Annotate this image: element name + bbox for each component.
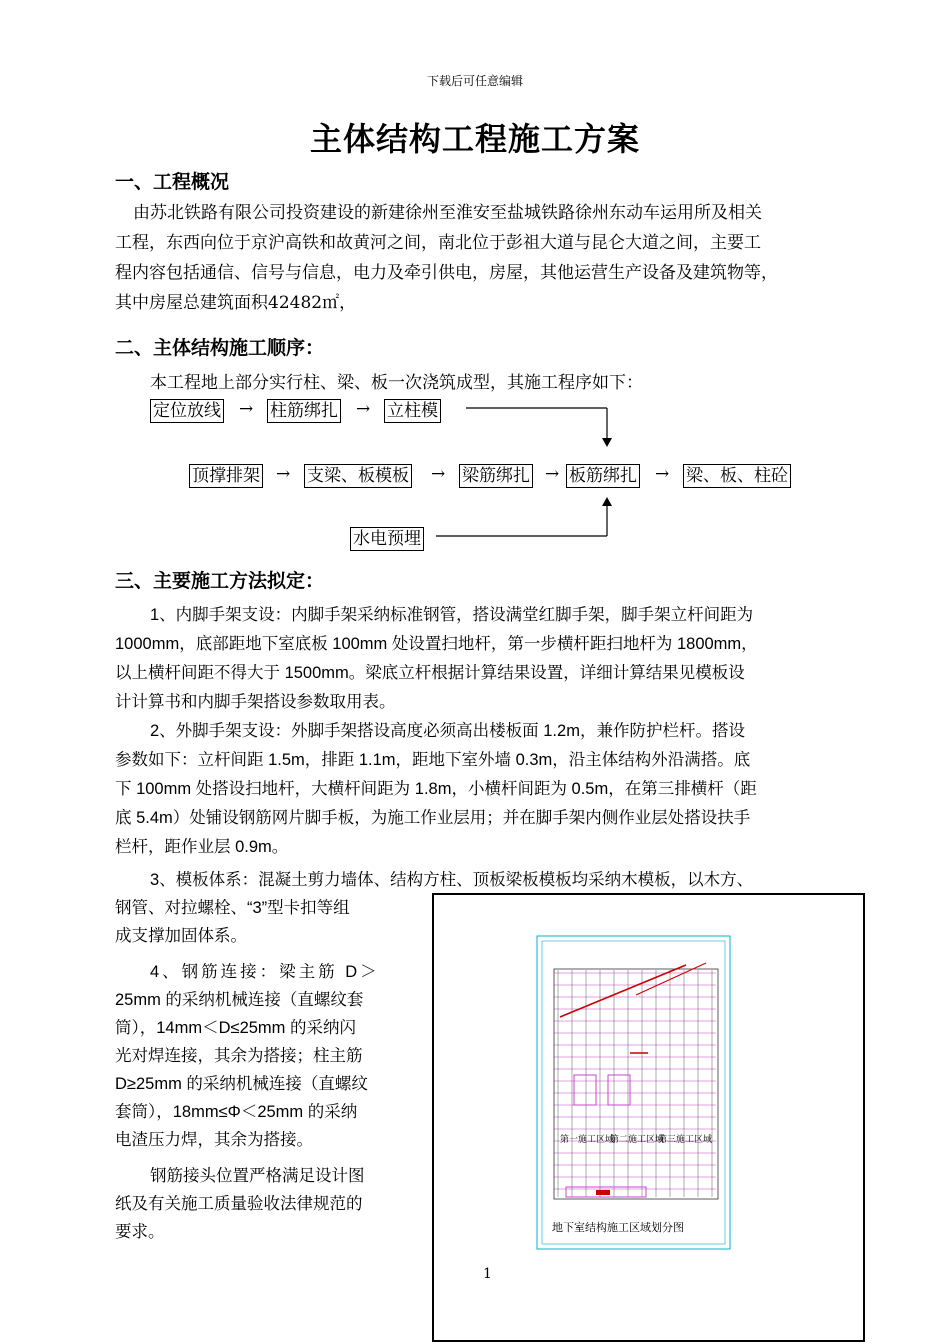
flow-step-slab-rebar: 板筋绑扎 <box>566 464 640 488</box>
text-line: 套筒），18mm≤Φ＜25mm 的采纳 <box>115 1103 358 1121</box>
document-title: 主体结构工程施工方案 <box>309 120 640 158</box>
section1-heading: 一、工程概况 <box>115 171 230 193</box>
section2-intro: 本工程地上部分实行柱、梁、板一次浇筑成型，其施工程序如下： <box>150 373 643 393</box>
text-line: 电渣压力焊，其余为搭接。 <box>115 1131 313 1149</box>
text-line: 4、钢筋连接：梁主筋 D＞ <box>150 963 380 981</box>
flow-arrow-icon: → <box>655 464 670 484</box>
text-line: 要求。 <box>115 1223 165 1241</box>
flow-step-positioning: 定位放线 <box>150 399 224 423</box>
text-line: 栏杆，距作业层 0.9m。 <box>115 838 289 856</box>
flow-arrow-icon: → <box>356 399 371 419</box>
text-line: 钢管、对拉螺栓、“3”型卡扣等组 <box>115 899 350 917</box>
flow-step-beam-rebar: 梁筋绑扎 <box>459 464 533 488</box>
zone-label-3: 第三施工区域 <box>658 1135 713 1145</box>
text-line: 底 5.4m）处铺设钢筋网片脚手板，为施工作业层用；并在脚手架内侧作业层处搭设扶手 <box>115 809 751 827</box>
basement-construction-zone-drawing <box>536 935 731 1250</box>
text-line: D≥25mm 的采纳机械连接（直螺纹 <box>115 1075 368 1093</box>
section1-line: 工程，东西向位于京沪高铁和故黄河之间，南北位于彭祖大道与昆仑大道之间，主要工 <box>115 233 761 253</box>
flow-step-concrete-pour: 梁、板、柱砼 <box>683 464 791 488</box>
text-line: 计计算书和内脚手架搭设参数取用表。 <box>115 693 396 711</box>
text-line: 钢筋接头位置严格满足设计图 <box>150 1167 365 1185</box>
text-line: 25mm 的采纳机械连接（直螺纹套 <box>115 991 364 1009</box>
section2-heading: 二、主体结构施工顺序： <box>115 337 325 359</box>
text-line: 2、外脚手架支设：外脚手架搭设高度必须高出楼板面 1.2m，兼作防护栏杆。搭设 <box>150 722 745 740</box>
section1-line: 程内容包括通信、信号与信息，电力及牵引供电，房屋，其他运营生产设备及建筑物等， <box>115 263 778 283</box>
section3-paragraph-2 <box>115 717 863 862</box>
flow-arrow-icon: → <box>276 464 291 484</box>
text-line: 成支撑加固体系。 <box>115 927 247 945</box>
text-line: 参数如下：立杆间距 1.5m，排距 1.1m，距地下室外墙 0.3m，沿主体结构外沿满搭。底 <box>115 751 751 769</box>
text-line: 纸及有关施工质量验收法律规范的 <box>115 1195 363 1213</box>
text-line: 以上横杆间距不得大于 1500mm。梁底立杆根据计算结果设置，详细计算结果见模板设 <box>115 664 745 682</box>
drawing-caption: 地下室结构施工区域划分图 <box>552 1221 684 1234</box>
page-header: 下载后可任意编辑 <box>426 74 523 88</box>
section1-line: 其中房屋总建筑面积42482㎡， <box>115 293 357 313</box>
text-line: 1、内脚手架支设：内脚手架采纳标准钢管，搭设满堂红脚手架，脚手架立杆间距为 <box>150 606 754 624</box>
flow-arrow-icon: → <box>431 464 446 484</box>
flow-step-beam-slab-formwork: 支梁、板模板 <box>304 464 412 488</box>
flow-arrow-icon: → <box>239 399 254 419</box>
flow-arrow-icon: → <box>545 464 560 484</box>
section3-paragraph-3-first: 3、模板体系：混凝土剪力墙体、结构方柱、顶板梁板模板均采纳木模板，以木方、 <box>150 871 754 889</box>
section3-heading: 三、主要施工方法拟定： <box>115 570 325 592</box>
zone-label-2: 第二施工区域 <box>610 1135 665 1145</box>
flow-step-mep-embed: 水电预埋 <box>350 527 424 551</box>
flow-step-column-rebar: 柱筋绑扎 <box>267 399 341 423</box>
flow-step-shoring: 顶撑排架 <box>189 464 263 488</box>
flow-step-column-formwork: 立柱模 <box>384 399 441 423</box>
flow-connector-lines <box>430 400 630 545</box>
page-number: 1 <box>483 1266 492 1282</box>
text-line: 筒），14mm＜D≤25mm 的采纳闪 <box>115 1019 356 1037</box>
text-line: 1000mm，底部距地下室底板 100mm 处设置扫地杆，第一步横杆距扫地杆为 1800mm， <box>115 635 758 653</box>
section1-body <box>115 198 865 318</box>
zone-label-1: 第一施工区域 <box>560 1135 615 1145</box>
text-line: 光对焊连接，其余为搭接；柱主筋 <box>115 1047 363 1065</box>
section3-paragraph-1 <box>115 601 863 717</box>
section1-line: 由苏北铁路有限公司投资建设的新建徐州至淮安至盐城铁路徐州东动车运用所及相关 <box>133 203 762 223</box>
section3-left-column <box>115 894 421 1246</box>
text-line: 下 100mm 处搭设扫地杆，大横杆间距为 1.8m，小横杆间距为 0.5m，在第三排横杆（距 <box>115 780 757 798</box>
